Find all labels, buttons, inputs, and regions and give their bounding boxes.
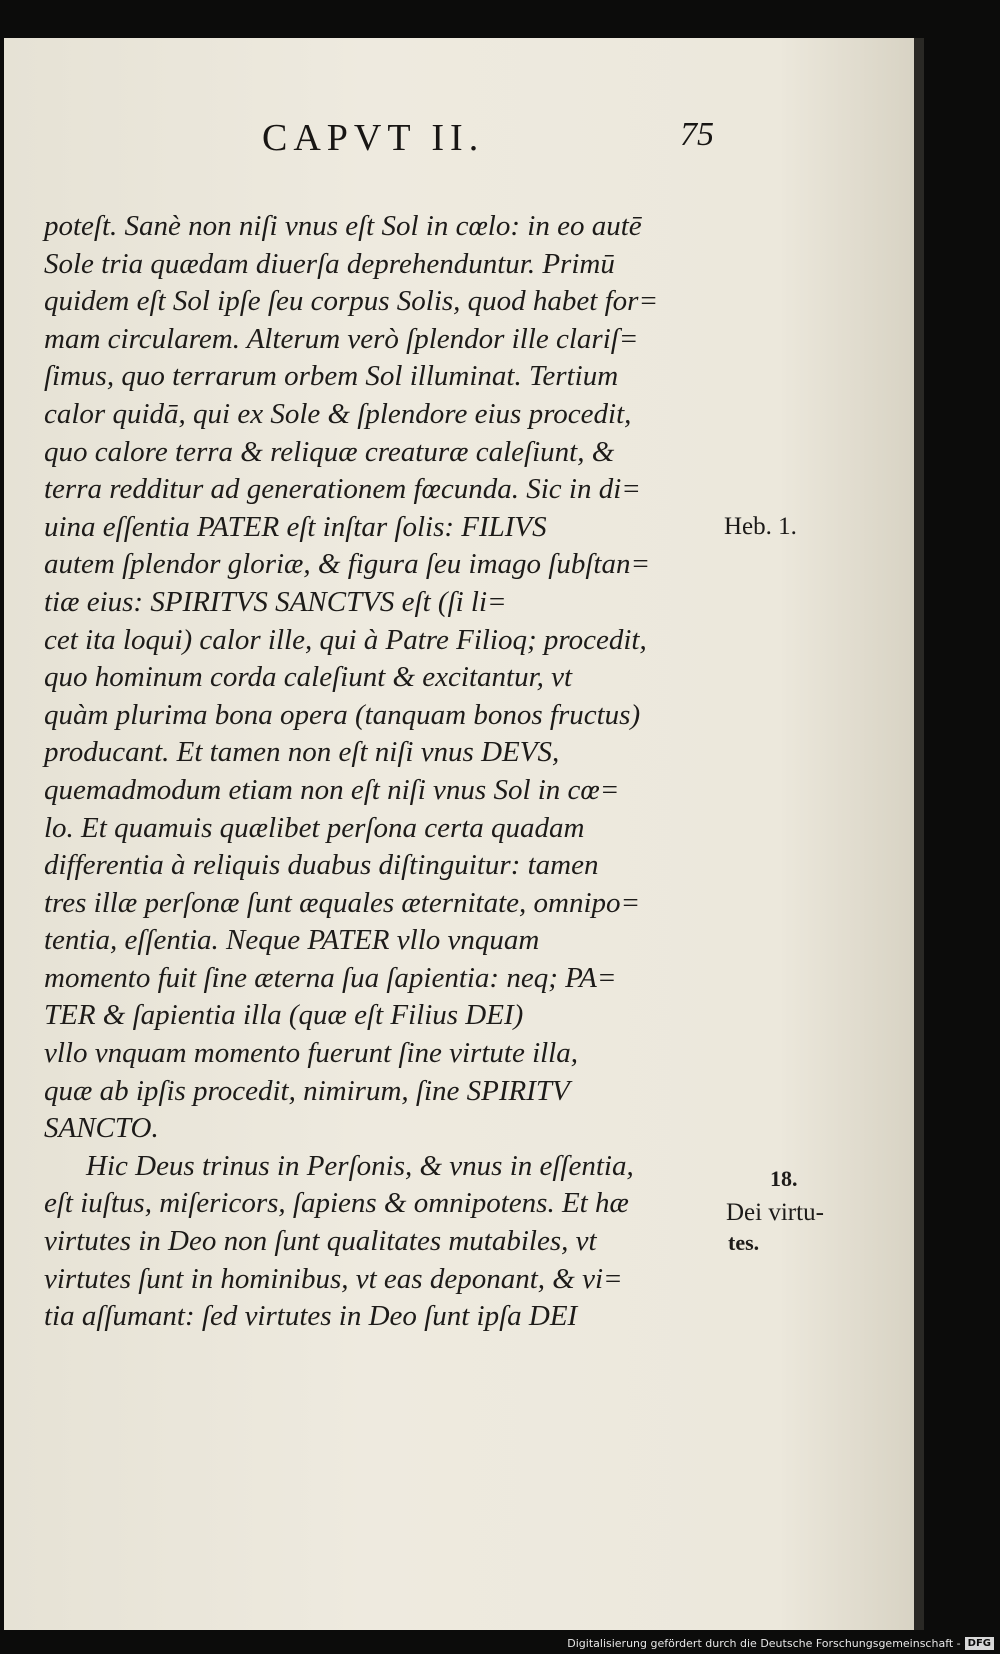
text-line: differentia à reliquis duabus diſtinguitur: tamen [44, 849, 599, 882]
text-line: TER & ſapientia illa (quæ eſt Filius DEI) [44, 999, 524, 1032]
text-line: producant. Et tamen non eſt niſi vnus DEVS, [44, 736, 560, 769]
book-page [4, 38, 914, 1630]
text-line: autem ſplendor gloriæ, & figura ſeu imago ſubſtan= [44, 548, 651, 581]
text-line: cet ita loqui) calor ille, qui à Patre Filioq; procedit, [44, 623, 647, 656]
text-line: vllo vnquam momento fuerunt ſine virtute illa, [44, 1037, 578, 1070]
text-line: virtutes in Deo non ſunt qualitates mutabiles, vt [44, 1225, 597, 1258]
margin-note-tes: tes. [728, 1230, 760, 1255]
page-number: 75 [680, 116, 714, 153]
margin-note-dei-virtu: Dei virtu- [726, 1199, 824, 1226]
running-head: CAPVT II. [262, 117, 485, 159]
text-line: mam circularem. Alterum verò ſplendor ille clariſ= [44, 322, 639, 355]
text-line: quidem eſt Sol ipſe ſeu corpus Solis, quod habet for= [44, 285, 659, 318]
text-line: quo hominum corda caleſiunt & excitantur, vt [44, 661, 573, 694]
page-edge [914, 38, 924, 1630]
paragraph-first-line: Hic Deus trinus in Perſonis, & vnus in eſſentia, [86, 1149, 634, 1182]
text-line: lo. Et quamuis quælibet perſona certa quadam [44, 811, 585, 844]
text-line: Sole tria quædam diuerſa deprehenduntur. Primū [44, 247, 615, 280]
text-line: ſimus, quo terrarum orbem Sol illuminat. Tertium [44, 360, 619, 393]
page-header [4, 116, 914, 176]
dfg-logo: DFG [965, 1637, 994, 1650]
text-line: quemadmodum etiam non eſt niſi vnus Sol in cœ= [44, 773, 620, 806]
text-line: virtutes ſunt in hominibus, vt eas deponant, & vi= [44, 1262, 623, 1295]
main-text [44, 208, 704, 1336]
text-line: quàm plurima bona opera (tanquam bonos fructus) [44, 698, 641, 731]
text-line: tentia, eſſentia. Neque PATER vllo vnquam [44, 924, 540, 957]
text-line: SANCTO. [44, 1112, 159, 1145]
text-line: tiæ eius: SPIRITVS SANCTVS eſt (ſi li= [44, 585, 507, 618]
digitization-footer [567, 1634, 994, 1652]
text-line: terra redditur ad generationem fœcunda. Sic in di= [44, 473, 641, 506]
text-line: tia aſſumant: ſed virtutes in Deo ſunt ipſa DEI [44, 1300, 578, 1333]
footer-credit: Digitalisierung gefördert durch die Deutsche Forschungsgemeinschaft - [567, 1636, 961, 1650]
margin-note-section-number: 18. [770, 1166, 798, 1191]
text-line: quæ ab ipſis procedit, nimirum, ſine SPIRITV [44, 1074, 570, 1107]
text-line: tres illæ perſonæ ſunt æquales æternitate, omnipo= [44, 886, 641, 919]
text-line: poteſt. Sanè non niſi vnus eſt Sol in cœlo: in eo autē [44, 210, 642, 242]
margin-note-heb: Heb. 1. [724, 513, 797, 540]
text-line: quo calore terra & reliquæ creaturæ caleſiunt, & [44, 435, 615, 468]
text-line: momento fuit ſine æterna ſua ſapientia: neq; PA= [44, 961, 617, 994]
text-line: uina eſſentia PATER eſt inſtar ſolis: FILIVS [44, 510, 547, 543]
text-line: eſt iuſtus, miſericors, ſapiens & omnipotens. Et hæ [44, 1187, 629, 1220]
text-line: calor quidā, qui ex Sole & ſplendore eius procedit, [44, 397, 632, 430]
